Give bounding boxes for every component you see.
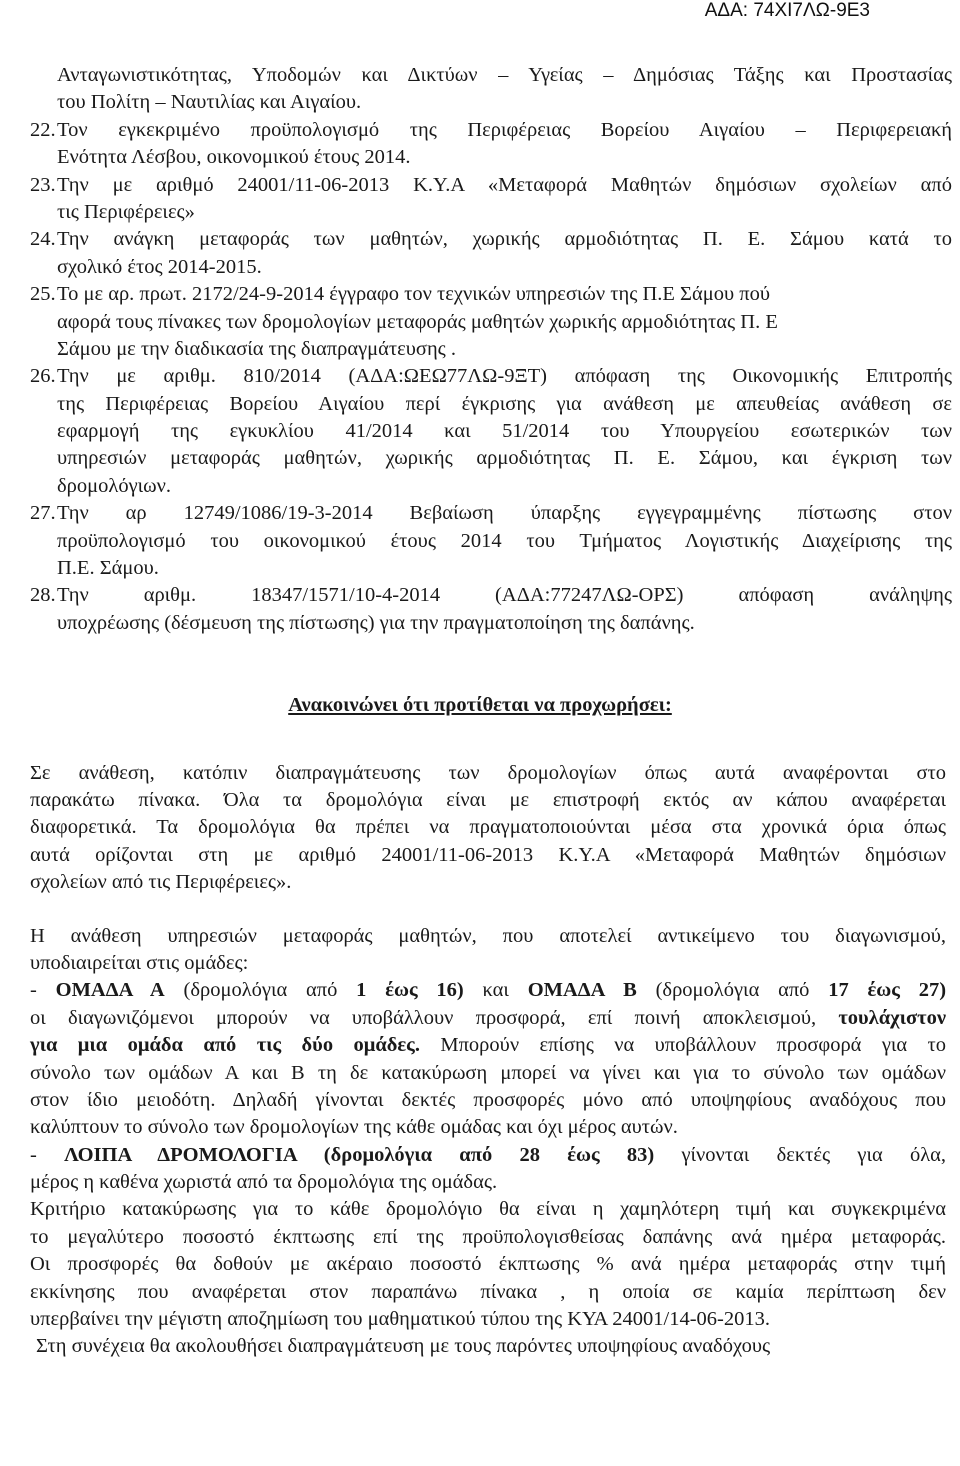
para-line: στον ίδιο μειοδότη. Δηλαδή γίνονται δεκτές προσφορές μόνο από υποψηφίους αναδόχους που <box>30 1088 946 1111</box>
item-number: 27. <box>30 502 56 525</box>
group-b-range: 17 έως 27) <box>828 979 947 1002</box>
para-text: γίνονται δεκτές για όλα, <box>681 1143 947 1166</box>
consideration-line: Την με αριθμό 24001/11-06-2013 Κ.Υ.Α «Μεταφορά Μαθητών δημόσιων σχολείων από <box>57 173 952 196</box>
consideration-line: Την αριθμ. 18347/1571/10-4-2014 (ΑΔΑ:77247ΛΩ-ΟΡΣ) απόφαση ανάληψης <box>57 584 952 607</box>
para-line: υπερβαίνει την μέγιστη αποζημίωση του μαθηματικού τύπου της ΚΥΑ 24001/14-06-2013. <box>30 1308 771 1331</box>
consideration-22 <box>0 117 960 144</box>
group-b-text: (δρομολόγια από <box>655 979 810 1002</box>
para-line: το μεγαλύτερο ποσοστό έκπτωσης επί της προϋπολογισθείσας δαπάνης ανά ημέρα μεταφοράς. <box>30 1225 946 1248</box>
item-number: 26. <box>30 365 56 388</box>
consideration-line: τις Περιφέρειες» <box>57 200 195 223</box>
consideration-line: υποχρέωσης (δέσμευση της πίστωσης) για την πραγματοποίηση της δαπάνης. <box>57 611 695 634</box>
para-bold: τουλάχιστον <box>838 1006 946 1029</box>
consideration-24 <box>0 226 960 253</box>
item-number: 22. <box>30 118 56 141</box>
item-number: 25. <box>30 283 56 306</box>
para-line: σχολείων από τις Περιφέρειες». <box>30 871 292 894</box>
para-line: διαφορετικά. Τα δρομολόγια θα πρέπει να πραγματοποιούνται μέσα στα χρονικά όρια όπως <box>30 816 946 839</box>
announce-heading: Ανακοινώνει ότι προτίθεται να προχωρήσει: <box>288 694 672 717</box>
consideration-line: Το με αρ. πρωτ. 2172/24-9-2014 έγγραφο τον τεχνικών υπηρεσιών της Π.Ε Σάμου πού <box>57 283 770 306</box>
remaining-routes-label: ΛΟΙΠΑ ΔΡΟΜΟΛΟΓΙΑ (δρομολόγια από 28 έως 83) <box>64 1143 655 1166</box>
para-line <box>0 1142 960 1169</box>
consideration-line: Τον εγκεκριμένο προϋπολογισμό της Περιφέρειας Βορείου Αιγαίου – Περιφερειακή <box>57 118 952 141</box>
document-body <box>0 62 960 1361</box>
consideration-line: Την αρ 12749/1086/19-3-2014 Βεβαίωση ύπαρξης εγγεγραμμένης πίστωσης στον <box>57 502 952 525</box>
item-number: 23. <box>30 173 56 196</box>
group-a-text: (δρομολόγια από <box>183 979 338 1002</box>
group-a-label: ΟΜΑΔΑ Α <box>55 979 165 1002</box>
consideration-line: υπηρεσιών μεταφοράς μαθητών, χωρικής αρμοδιότητας Π. Ε. Σάμου, και έγκριση των <box>57 447 952 470</box>
consideration-23 <box>0 172 960 199</box>
consideration-line: Π.Ε. Σάμου. <box>57 557 159 580</box>
group-a-range: 1 έως 16) <box>356 979 464 1002</box>
consideration-line: δρομολόγιων. <box>57 474 172 497</box>
consideration-line: εφαρμογή της εγκυκλίου 41/2014 και 51/2014 του Υπουργείου εσωτερικών των <box>57 420 952 443</box>
para-line: καλύπτουν το σύνολο των δρομολογίων της κάθε ομάδας και όχι μέρος αυτών. <box>30 1116 678 1139</box>
para-line: παρακάτω πίνακα. Όλα τα δρομολόγια είναι με επιστροφή εκτός αν κάπου αναφέρεται <box>30 788 946 811</box>
para-line <box>0 1005 960 1032</box>
group-b-label: ΟΜΑΔΑ Β <box>527 979 637 1002</box>
consideration-line: Ανταγωνιστικότητας, Υποδομών και Δικτύων – Υγείας – Δημόσιας Τάξης και Προστασίας <box>57 64 952 86</box>
ada-code: ΑΔΑ: 74ΧΙ7ΛΩ-9Ε3 <box>704 0 870 21</box>
para-line: μέρος η καθένα χωριστά από τα δρομολόγια της ομάδας. <box>30 1171 498 1194</box>
consideration-25 <box>0 281 960 308</box>
para-line: Οι προσφορές θα δοθούν με ακέραιο ποσοστό έκπτωσης % ανά ημέρα μεταφοράς στην τιμή <box>30 1253 946 1276</box>
para-line: Στη συνέχεια θα ακολουθήσει διαπραγμάτευση με τους παρόντες υποψηφίους αναδόχους <box>36 1335 771 1358</box>
item-number: 24. <box>30 228 56 251</box>
para-text: Μπορούν επίσης να υποβάλλουν προσφορά για το <box>440 1034 947 1057</box>
para-line: εκκίνησης που αναφέρεται στον παραπάνω πίνακα , η οποία σε καμία περίπτωση δεν <box>30 1280 946 1303</box>
para-text: οι διαγωνιζόμενοι μπορούν να υποβάλλουν προσφορά, επί ποινή αποκλεισμού, <box>30 1006 817 1029</box>
consideration-26 <box>0 363 960 390</box>
para-line: σύνολο των ομάδων Α και Β τη δε κατακύρωση μπορεί να γίνει και για το σύνολο των ομάδων <box>30 1061 946 1084</box>
and-text: και <box>482 979 509 1002</box>
consideration-line: Σάμου με την διαδικασία της διαπραγμάτευσης . <box>57 337 457 360</box>
groups-line <box>0 977 960 1004</box>
consideration-28 <box>0 582 960 609</box>
consideration-27 <box>0 500 960 527</box>
consideration-line: σχολικό έτος 2014-2015. <box>57 255 262 278</box>
item-number: 28. <box>30 584 56 607</box>
consideration-line: Την ανάγκη μεταφοράς των μαθητών, χωρικής αρμοδιότητας Π. Ε. Σάμου κατά το <box>57 228 952 251</box>
dash: - <box>30 1143 37 1166</box>
consideration-line: Ενότητα Λέσβου, οικονομικού έτους 2014. <box>57 146 411 169</box>
para-line: αυτά ορίζονται στη με αριθμό 24001/11-06-2013 Κ.Υ.Α «Μεταφορά Μαθητών δημόσιων <box>30 843 946 866</box>
consideration-line: Την με αριθμ. 810/2014 (ΑΔΑ:ΩΕΩ77ΛΩ-9ΞΤ) απόφαση της Οικονομικής Επιτροπής <box>57 365 952 388</box>
para-line: Σε ανάθεση, κατόπιν διαπραγμάτευσης των δρομολογίων όπως αυτά αναφέρονται στο <box>30 761 946 784</box>
para-line: Κριτήριο κατακύρωσης για το κάθε δρομολόγιο θα είναι η χαμηλότερη τιμή και συγκεκριμένα <box>30 1198 946 1221</box>
para-line <box>0 1032 960 1059</box>
para-line: υποδιαιρείται στις ομάδες: <box>30 951 249 974</box>
para-bold: για μια ομάδα από τις δύο ομάδες. <box>30 1034 420 1057</box>
consideration-line: της Περιφέρειας Βορείου Αιγαίου περί έγκρισης για ανάθεση με απευθείας ανάθεση σε <box>57 392 952 415</box>
para-line: Η ανάθεση υπηρεσιών μεταφοράς μαθητών, που αποτελεί αντικείμενο του διαγωνισμού, <box>30 924 946 947</box>
consideration-line: του Πολίτη – Ναυτιλίας και Αιγαίου. <box>57 91 362 114</box>
consideration-line: αφορά τους πίνακες των δρομολογίων μεταφοράς μαθητών χωρικής αρμοδιότητας Π. Ε <box>57 310 778 333</box>
consideration-line: προϋπολογισμό του οικονομικού έτους 2014 του Τμήματος Λογιστικής Διαχείρισης της <box>57 529 952 552</box>
dash: - <box>30 979 37 1002</box>
